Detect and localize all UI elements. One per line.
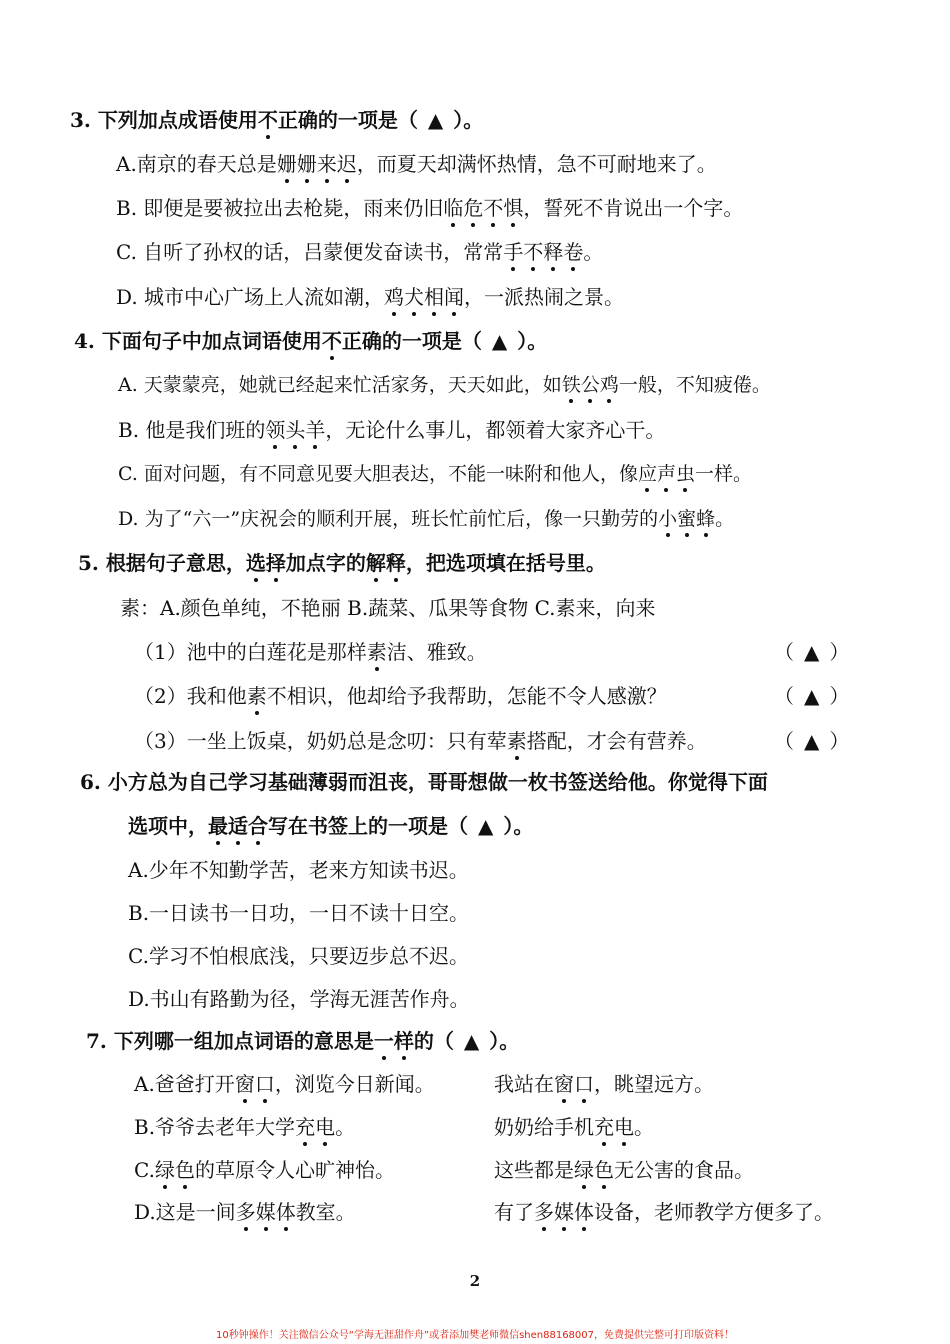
question-5-definition: 素：A.颜色单纯，不艳丽 B.蔬菜、瓜果等食物 C.素来，向来	[120, 596, 656, 620]
question-7-option-c-right: 这些都是绿色无公害的食品。	[494, 1158, 754, 1182]
question-5-title: 5. 根据句子意思，选择加点字的解释，把选项填在括号里。	[78, 551, 606, 575]
question-4-option-a: A. 天蒙蒙亮，她就已经起来忙活家务，天天如此，如铁公鸡一般，不知疲倦。	[118, 374, 771, 396]
question-7-option-a-right: 我站在窗口，眺望远方。	[494, 1072, 714, 1096]
question-5-item-2: （2）我和他素不相识，他却给予我帮助，怎能不令人感激？	[134, 684, 667, 708]
question-5-answer-1: （ ▲ ）	[774, 640, 850, 664]
question-4-option-d: D. 为了“六一”庆祝会的顺利开展，班长忙前忙后，像一只勤劳的小蜜蜂。	[118, 508, 735, 530]
question-4-option-c: C. 面对问题，有不同意见要大胆表达，不能一味附和他人，像应声虫一样。	[118, 463, 753, 485]
page-number: 2	[469, 1272, 481, 1290]
question-5-item-1: （1）池中的白莲花是那样素洁、雅致。	[134, 640, 487, 664]
question-7-option-b-left: B.爷爷去老年大学充电。	[134, 1115, 356, 1139]
question-6-option-a: A.少年不知勤学苦，老来方知读书迟。	[128, 858, 469, 882]
question-7-option-a-left: A.爸爸打开窗口，浏览今日新闻。	[134, 1072, 435, 1096]
question-4-option-b: B. 他是我们班的领头羊，无论什么事儿，都领着大家齐心干。	[118, 418, 666, 442]
question-6-option-d: D.书山有路勤为径，学海无涯苦作舟。	[128, 987, 470, 1011]
question-3-option-d: D. 城市中心广场上人流如潮，鸡犬相闻，一派热闹之景。	[116, 285, 625, 309]
question-6-option-c: C.学习不怕根底浅，只要迈步总不迟。	[128, 944, 469, 968]
question-7-option-d-left: D.这是一间多媒体教室。	[134, 1200, 356, 1224]
question-5-answer-2: （ ▲ ）	[774, 684, 850, 708]
question-3-title: 3. 下列加点成语使用不正确的一项是（ ▲ ）。	[70, 108, 484, 132]
question-6-title-line-1: 6. 小方总为自己学习基础薄弱而沮丧，哥哥想做一枚书签送给他。你觉得下面	[80, 770, 768, 794]
question-4-title: 4. 下面句子中加点词语使用不正确的一项是（ ▲ ）。	[74, 329, 548, 353]
question-3-option-b: B. 即便是要被拉出去枪毙，雨来仍旧临危不惧，誓死不肯说出一个字。	[116, 196, 744, 220]
question-3-option-c: C. 自听了孙权的话，吕蒙便发奋读书，常常手不释卷。	[116, 240, 604, 264]
question-6-option-b: B.一日读书一日功，一日不读十日空。	[128, 901, 470, 925]
question-7-option-c-left: C.绿色的草原令人心旷神怡。	[134, 1158, 395, 1182]
question-7-option-d-right: 有了多媒体设备，老师教学方便多了。	[494, 1200, 834, 1224]
question-3-option-a: A.南京的春天总是姗姗来迟，而夏天却满怀热情，急不可耐地来了。	[116, 152, 717, 176]
question-5-item-3: （3）一坐上饭桌，奶奶总是念叨：只有荤素搭配，才会有营养。	[134, 729, 707, 753]
footer-notice: 10秒钟操作！关注微信公众号“学海无涯甜作舟”或者添加樊老师微信shen88168007，免费提供完整可打印版资料！	[215, 1330, 735, 1341]
question-7-option-b-right: 奶奶给手机充电。	[494, 1115, 654, 1139]
question-6-title-line-2: 选项中，最适合写在书签上的一项是（ ▲ ）。	[128, 814, 534, 838]
question-5-answer-3: （ ▲ ）	[774, 729, 850, 753]
question-7-title: 7. 下列哪一组加点词语的意思是一样的（ ▲ ）。	[86, 1029, 520, 1053]
